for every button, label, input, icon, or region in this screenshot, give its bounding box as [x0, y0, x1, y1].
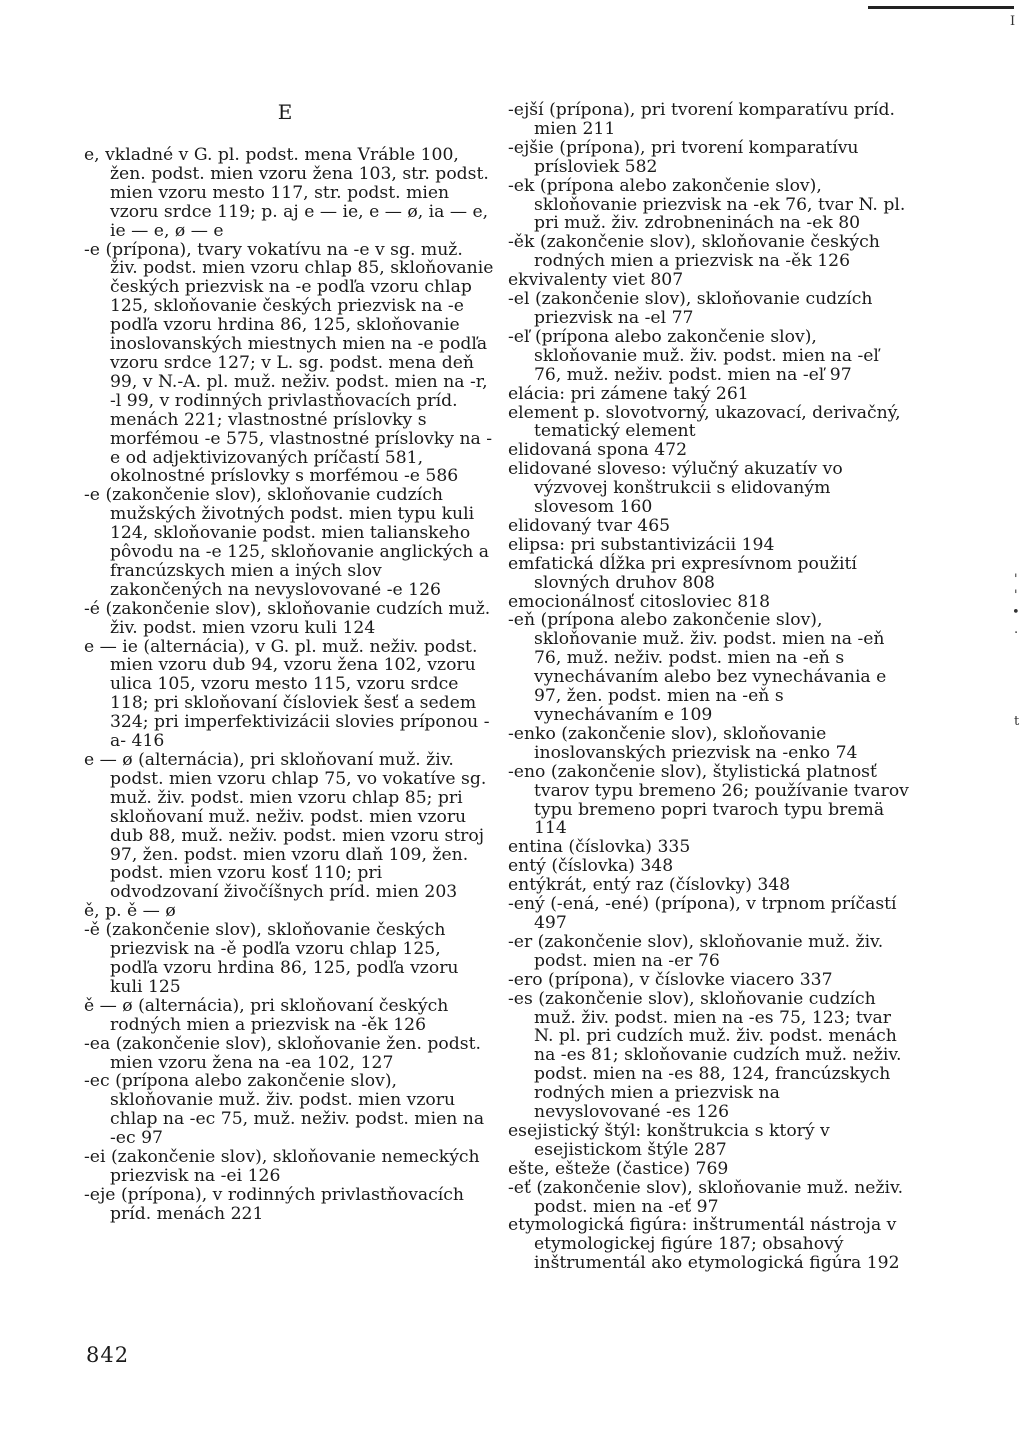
index-entry: -ei (zakončenie slov), skloňovanie nemeckých priezvisk na -ei 126 — [84, 1147, 480, 1186]
index-entry: ekvivalenty viet 807 — [508, 270, 684, 291]
index-entry: -eje (prípona), v rodinných privlastňovacích príd. menách 221 — [84, 1184, 464, 1224]
index-entry: -eno (zakončenie slov), štylistická platnosť tvarov typu bremeno 26; používanie tvarov typu bremeno popri tvaroch typu bremä 114 — [508, 761, 909, 839]
edge-mark: I — [1010, 14, 1016, 29]
index-entry: ě — ø (alternácia), pri skloňovaní českých rodných mien a priezvisk na -ěk 126 — [84, 995, 449, 1035]
index-entry: -ený (-ená, -ené) (prípona), v trpnom príčastí 497 — [508, 894, 897, 933]
index-entry: entýkrát, entý raz (číslovky) 348 — [508, 875, 791, 896]
index-entry: esejistický štýl: konštrukcia s ktorý v esejistickom štýle 287 — [508, 1120, 830, 1160]
index-entry: entý (číslovka) 348 — [508, 856, 674, 877]
index-entry: emocionálnosť citosloviec 818 — [508, 591, 771, 612]
index-entry: emfatická dĺžka pri expresívnom použití slovných druhov 808 — [508, 553, 857, 593]
index-entry: -eť (zakončenie slov), skloňovanie muž. neživ. podst. mien na -eť 97 — [508, 1177, 904, 1217]
right-index-column — [508, 101, 910, 1273]
index-entry: ešte, ešteže (častice) 769 — [508, 1158, 729, 1179]
index-entry: element p. slovotvorný, ukazovací, derivačný, tematický element — [508, 402, 901, 442]
index-entry: e, vkladné v G. pl. podst. mena Vráble 100, žen. podst. mien vzoru žena 103, str. podst. mien vzoru mesto 117, str. podst. mien vzoru srdce 119; p. aj e — ie, e — ø, ia — e, ie — e, ø — e — [84, 145, 489, 241]
index-entry: elidované sloveso: výlučný akuzatív vo výzvovej konštrukcii s elidovaným slovesom 160 — [508, 459, 843, 518]
index-entry: -el (zakončenie slov), skloňovanie cudzích priezvisk na -el 77 — [508, 289, 873, 328]
edge-mark: ' — [1014, 588, 1018, 603]
index-entry: e — ie (alternácia), v G. pl. muž. neživ. podst. mien vzoru dub 94, vzoru žena 102, vzoru ulica 105, vzoru mesto 115, vzoru srdce 118; pri skloňovaní čísloviek šesť a sedem 324; pri imperfektivizácii slovies príponou -a- 416 — [84, 636, 490, 752]
edge-mark: • — [1012, 605, 1020, 620]
edge-mark: ' — [1014, 572, 1018, 587]
index-entry: -es (zakončenie slov), skloňovanie cudzích muž. živ. podst. mien na -es 75, 123; tvar N. pl. pri cudzích muž. živ. podst. menách na -es 81; skloňovanie cudzích muž. neživ. podst. mien na -es 88, 124, francúzskych rodných mien a priezvisk na nevyslovované -es 126 — [508, 988, 902, 1123]
index-entry: -ero (prípona), v číslovke viacero 337 — [508, 969, 833, 990]
left-index-column — [84, 146, 494, 1224]
page-number: 842 — [86, 1343, 130, 1367]
index-entry: etymologická figúra: inštrumentál nástroja v etymologickej figúre 187; obsahový inštrumentál ako etymologická figúra 192 — [508, 1215, 900, 1274]
index-entry: -ea (zakončenie slov), skloňovanie žen. podst. mien vzoru žena na -ea 102, 127 — [84, 1033, 481, 1073]
index-entry: e — ø (alternácia), pri skloňovaní muž. živ. podst. mien vzoru chlap 75, vo vokatíve sg. muž. živ. podst. mien vzoru chlap 85; pri skloňovaní muž. neživ. podst. mien vzoru dub 88, muž. neživ. podst. mien vzoru stroj 97, žen. podst. mien vzoru dlaň 109, žen. podst. mien vzoru kosť 110; pri odvodzovaní živočíšnych príd. mien 203 — [84, 750, 487, 903]
index-entry: -enko (zakončenie slov), skloňovanie inoslovanských priezvisk na -enko 74 — [508, 723, 858, 763]
index-entry: -er (zakončenie slov), skloňovanie muž. živ. podst. mien na -er 76 — [508, 931, 884, 971]
index-entry: elidovaný tvar 465 — [508, 515, 671, 536]
index-entry: elácia: pri zámene taký 261 — [508, 383, 749, 404]
index-entry: ě, p. ě — ø — [84, 901, 176, 922]
index-entry: -e (prípona), tvary vokatívu na -e v sg. muž. živ. podst. mien vzoru chlap 85, skloňovanie českých priezvisk na -e podľa vzoru chlap 125, skloňovanie českých priezvisk na -e podľa vzoru hrdina 86, 125, skloňovanie inoslovanských miestnych mien na -e podľa vzoru srdce 127; v L. sg. podst. mena deň 99, v N.-A. pl. muž. neživ. podst. mien na -r, -l 99, v rodinných privlastňovacích príd. menách 221; vlastnostné príslovky s morfémou -e 575, vlastnostné príslovky na -e od adjektivizovaných príčastí 581, okolnostné príslovky s morfémou -e 586 — [84, 239, 494, 487]
index-entry: elipsa: pri substantivizácii 194 — [508, 534, 775, 555]
index-entry: -ěk (zakončenie slov), skloňovanie českých rodných mien a priezvisk na -ěk 126 — [508, 232, 880, 272]
index-entry: -eň (prípona alebo zakončenie slov), skloňovanie muž. živ. podst. mien na -eň 76, muž. neživ. podst. mien na -eň s vynechávaním alebo bez vynechávania e 97, žen. podst. mien na -eň s vynechávaním e 109 — [508, 610, 887, 725]
index-entry: -ejší (prípona), pri tvorení komparatívu príd. mien 211 — [508, 100, 895, 139]
index-entry: -ek (prípona alebo zakončenie slov), skloňovanie priezvisk na -ek 76, tvar N. pl. pri muž. živ. zdrobneninách na -ek 80 — [508, 175, 906, 234]
top-rule — [868, 6, 1014, 9]
index-entry: elidovaná spona 472 — [508, 440, 688, 461]
index-entry: -ejšie (prípona), pri tvorení komparatívu prísloviek 582 — [508, 137, 859, 177]
section-letter: E — [277, 100, 293, 124]
index-entry: entina (číslovka) 335 — [508, 837, 691, 858]
index-entry: -ě (zakončenie slov), skloňovanie českých priezvisk na -ě podľa vzoru chlap 125, podľa vzoru hrdina 86, 125, podľa vzoru kuli 125 — [84, 920, 459, 997]
edge-mark: t — [1014, 714, 1020, 729]
index-entry: -ec (prípona alebo zakončenie slov), skloňovanie muž. živ. podst. mien vzoru chlap na -ec 75, muž. neživ. podst. mien na -ec 97 — [84, 1071, 485, 1149]
index-entry: -é (zakončenie slov), skloňovanie cudzích muž. živ. podst. mien vzoru kuli 124 — [84, 598, 491, 638]
index-entry: -eľ (prípona alebo zakončenie slov), skloňovanie muž. živ. podst. mien na -eľ 76, muž. neživ. podst. mien na -eľ 97 — [508, 326, 879, 385]
edge-mark: . — [1014, 622, 1019, 637]
index-entry: -e (zakončenie slov), skloňovanie cudzích mužských životných podst. mien typu kuli 124, skloňovanie podst. mien talianskeho pôvodu na -e 125, skloňovanie anglických a francúzskych mien a iných slov zakončených na nevyslovované -e 126 — [84, 485, 490, 600]
